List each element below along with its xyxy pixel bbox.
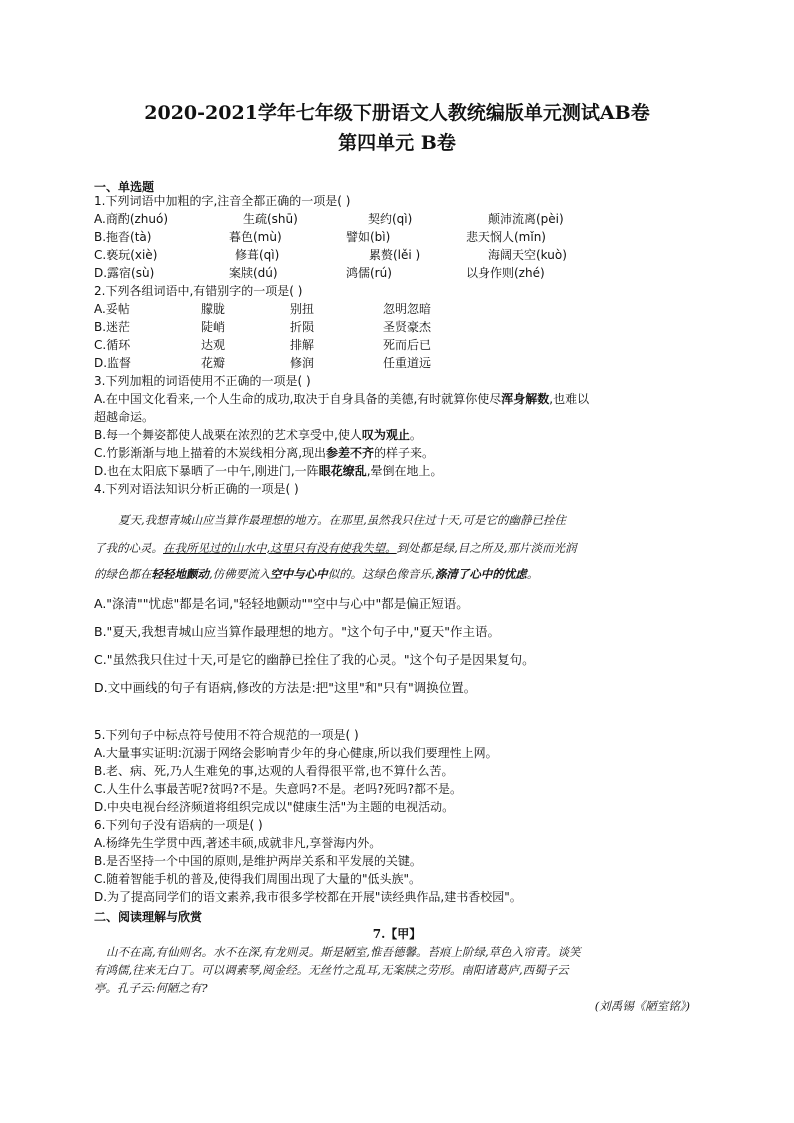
q1-option-d-1: D.露宿(sù) bbox=[94, 266, 155, 280]
q1-option-d-2: 案牍(dú) bbox=[229, 266, 278, 280]
q2-option-b-2: 陡峭 bbox=[201, 320, 226, 334]
q2-option-b-1: B.迷茫 bbox=[94, 320, 131, 334]
section-heading-1: 一、单选题 bbox=[94, 180, 155, 194]
question-5-stem: 5.下列句子中标点符号使用不符合规范的一项是( ) bbox=[94, 728, 359, 742]
q4-passage-text: 似的。这绿色像音乐, bbox=[327, 567, 435, 581]
q3-option-d-bold: 眼花缭乱 bbox=[318, 464, 367, 478]
q4-passage-text: 的绿色都在 bbox=[94, 567, 152, 581]
q1-option-c-2: 修葺(qì) bbox=[235, 248, 280, 262]
q1-option-b-2: 暮色(mù) bbox=[229, 230, 282, 244]
q4-bold-phrase: 空中与心中 bbox=[270, 567, 328, 581]
section-heading-2: 二、阅读理解与欣赏 bbox=[94, 910, 203, 924]
q1-option-d-4: 以身作则(zhé) bbox=[466, 266, 545, 280]
q1-option-a-1: A.商酌(zhuó) bbox=[94, 212, 169, 226]
q7-classical-line-2: 有鸿儒,往来无白丁。可以调素琴,阅金经。无丝竹之乱耳,无案牍之劳形。南阳诸葛庐,西蜀子云 bbox=[94, 963, 569, 977]
question-2-stem: 2.下列各组词语中,有错别字的一项是( ) bbox=[94, 284, 303, 298]
q1-option-b-1: B.拖沓(tà) bbox=[94, 230, 152, 244]
q4-passage-line-1: 夏天,我想青城山应当算作最理想的地方。在那里,虽然我只住过十天,可是它的幽静已拴住 bbox=[118, 513, 566, 527]
q2-option-c-3: 排解 bbox=[290, 338, 315, 352]
q5-option-d: D.中央电视台经济频道将组织完成以"健康生活"为主题的电视活动。 bbox=[94, 800, 455, 814]
q1-option-c-1: C.亵玩(xiè) bbox=[94, 248, 158, 262]
q6-option-d: D.为了提高同学们的语文素养,我市很多学校都在开展"读经典作品,建书香校园"。 bbox=[94, 890, 522, 904]
q3-option-c-tail: 的样子来。 bbox=[374, 446, 435, 460]
q3-option-b-tail: 。 bbox=[409, 428, 422, 442]
q1-option-c-3: 累赘(lěi ) bbox=[369, 248, 421, 262]
q3-option-a bbox=[94, 392, 589, 407]
q2-option-a-2: 朦胧 bbox=[201, 302, 226, 316]
q7-classical-line-1: 山不在高,有仙则名。水不在深,有龙则灵。斯是陋室,惟吾德馨。苔痕上阶绿,草色入帘青。谈笑 bbox=[106, 945, 581, 959]
q3-option-d bbox=[94, 464, 443, 479]
q3-option-b-bold: 叹为观止 bbox=[361, 428, 410, 442]
q5-option-b: B.老、病、死,乃人生难免的事,达观的人看得很平常,也不算什么苦。 bbox=[94, 764, 454, 778]
q2-option-d-3: 修润 bbox=[290, 356, 315, 370]
q1-option-b-3: 譬如(bì) bbox=[346, 230, 391, 244]
q4-passage-text: ,仿佛要流入 bbox=[209, 567, 271, 581]
q2-option-b-4: 圣贤豪杰 bbox=[383, 320, 432, 334]
q4-passage-text: 到处都是绿,目之所及,那片淡而光润 bbox=[396, 541, 577, 555]
q2-option-c-1: C.循环 bbox=[94, 338, 131, 352]
q3-option-b bbox=[94, 428, 422, 443]
q4-bold-phrase: 涤清了心中的忧虑 bbox=[434, 567, 527, 581]
q1-option-c-4: 海阔天空(kuò) bbox=[488, 248, 567, 262]
question-4-stem: 4.下列对语法知识分析正确的一项是( ) bbox=[94, 482, 299, 496]
q3-option-d-tail: ,晕倒在地上。 bbox=[366, 464, 443, 478]
q2-option-a-1: A.妥帖 bbox=[94, 302, 130, 316]
q4-passage-line-2 bbox=[94, 540, 576, 556]
q4-underlined-sentence: 在我所见过的山水中,这里只有没有使我失望。 bbox=[163, 541, 397, 555]
q4-passage-text: 了我的心灵。 bbox=[94, 541, 163, 555]
q2-option-d-4: 任重道远 bbox=[383, 356, 432, 370]
q2-option-b-3: 折陨 bbox=[290, 320, 315, 334]
q2-option-d-1: D.监督 bbox=[94, 356, 132, 370]
q4-option-c: C."虽然我只住过十天,可是它的幽静已拴住了我的心灵。"这个句子是因果复句。 bbox=[94, 652, 535, 667]
q7-source-citation: (刘禹锡《陋室铭》) bbox=[594, 999, 690, 1013]
q3-option-a-text: A.在中国文化看来,一个人生命的成功,取决于自身具备的美德,有时就算你使尽 bbox=[94, 392, 502, 406]
q4-passage-line-3 bbox=[94, 566, 538, 582]
q1-option-a-3: 契约(qì) bbox=[368, 212, 413, 226]
q5-option-a: A.大量事实证明:沉溺于网络会影响青少年的身心健康,所以我们要理性上网。 bbox=[94, 746, 498, 760]
question-3-stem: 3.下列加粗的词语使用不正确的一项是( ) bbox=[94, 374, 311, 388]
q1-option-d-3: 鸿儒(rú) bbox=[346, 266, 392, 280]
q6-option-b: B.是否坚持一个中国的原则,是维护两岸关系和平发展的关键。 bbox=[94, 854, 422, 868]
document-title: 2020-2021学年七年级下册语文人教统编版单元测试AB卷 bbox=[144, 102, 650, 124]
q3-option-c-bold: 参差不齐 bbox=[326, 446, 375, 460]
q1-option-a-2: 生疏(shū) bbox=[243, 212, 298, 226]
q3-option-a-tail: ,也难以 bbox=[549, 392, 590, 406]
q2-option-c-4: 死而后已 bbox=[383, 338, 432, 352]
q1-option-b-4: 悲天悯人(mǐn) bbox=[466, 230, 546, 244]
q3-option-a-cont: 超越命运。 bbox=[94, 410, 155, 424]
q7-classical-line-3: 亭。孔子云:何陋之有? bbox=[94, 981, 208, 995]
q6-option-c: C.随着智能手机的普及,使得我们周围出现了大量的"低头族"。 bbox=[94, 872, 422, 886]
question-1-stem: 1.下列词语中加粗的字,注音全都正确的一项是( ) bbox=[94, 194, 351, 208]
q4-bold-phrase: 轻轻地颤动 bbox=[151, 567, 209, 581]
q3-option-c bbox=[94, 446, 434, 461]
q3-option-d-text: D.也在太阳底下暴晒了一中午,刚进门,一阵 bbox=[94, 464, 319, 478]
q2-option-c-2: 达观 bbox=[201, 338, 226, 352]
question-7-label: 7.【甲】 bbox=[372, 927, 422, 941]
document-subtitle: 第四单元 B卷 bbox=[338, 132, 456, 154]
q2-option-d-2: 花瓣 bbox=[201, 356, 226, 370]
q2-option-a-4: 忽明忽暗 bbox=[383, 302, 432, 316]
question-6-stem: 6.下列句子没有语病的一项是( ) bbox=[94, 818, 263, 832]
q3-option-c-text: C.竹影渐渐与地上描着的木炭线相分离,现出 bbox=[94, 446, 327, 460]
q2-option-a-3: 别扭 bbox=[290, 302, 315, 316]
q4-passage-text: 。 bbox=[526, 567, 539, 581]
q4-option-a: A."涤清""忧虑"都是名词,"轻轻地颤动""空中与心中"都是偏正短语。 bbox=[94, 596, 469, 611]
q6-option-a: A.杨绛先生学贯中西,著述丰硕,成就非凡,享誉海内外。 bbox=[94, 836, 382, 850]
q3-option-b-text: B.每一个舞姿都使人战栗在浓烈的艺术享受中,使人 bbox=[94, 428, 362, 442]
q1-option-a-4: 颠沛流离(pèi) bbox=[488, 212, 564, 226]
q4-option-d: D.文中画线的句子有语病,修改的方法是:把"这里"和"只有"调换位置。 bbox=[94, 680, 477, 695]
q4-option-b: B."夏天,我想青城山应当算作最理想的地方。"这个句子中,"夏天"作主语。 bbox=[94, 624, 500, 639]
q3-option-a-bold: 浑身解数 bbox=[501, 392, 550, 406]
q5-option-c: C.人生什么事最苦呢?贫吗?不是。失意吗?不是。老吗?死吗?都不是。 bbox=[94, 782, 463, 796]
